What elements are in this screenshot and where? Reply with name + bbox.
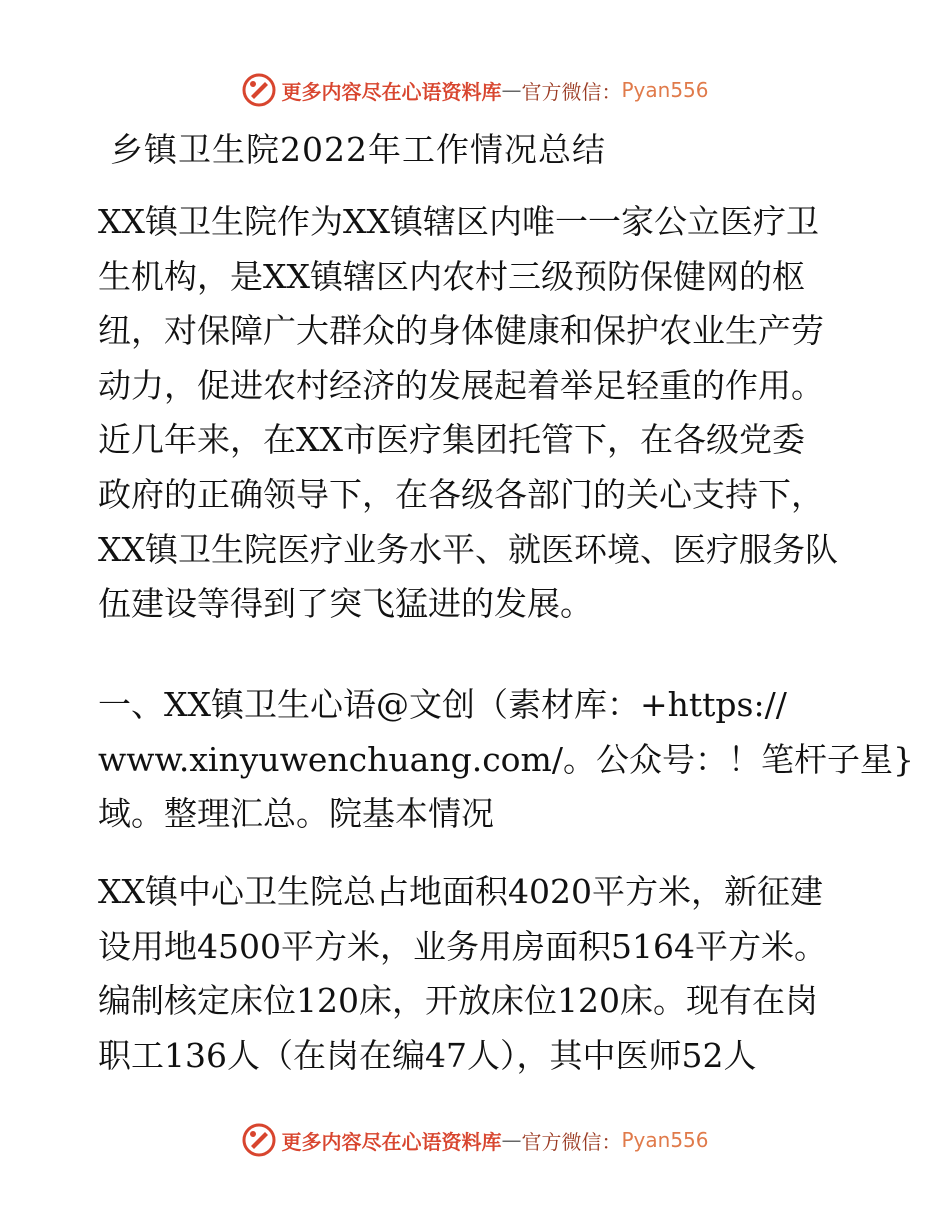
paragraph-intro (98, 195, 858, 632)
brand-logo-icon (241, 1122, 277, 1158)
paragraph-section-heading (98, 678, 914, 842)
banner-main-text: 更多内容尽在心语资料库 (281, 1129, 502, 1154)
banner-separator: — (501, 78, 522, 102)
banner-main-text: 更多内容尽在心语资料库 (281, 79, 502, 104)
brand-logo-icon (241, 72, 277, 108)
text-line: 编制核定床位120床，开放床位120床。现有在岗 (98, 981, 818, 1021)
text-line: 近几年来，在XX市医疗集团托管下，在各级党委 (98, 420, 805, 460)
text-line: 域。整理汇总。院基本情况 (98, 794, 494, 834)
text-line: 政府的正确领导下，在各级各部门的关心支持下， (98, 474, 824, 514)
text-line: 纽，对保障广大群众的身体健康和保护农业生产劳 (98, 311, 824, 351)
text-line: 伍建设等得到了突飞猛进的发展。 (98, 584, 593, 624)
banner-wechat-label: 官方微信： (521, 1129, 622, 1154)
text-line: www.xinyuwenchuang.com/。公众号：！笔杆子星} (98, 739, 914, 779)
text-line: 设用地4500平方米，业务用房面积5164平方米。 (98, 926, 827, 966)
banner-wechat-id: Pyan556 (621, 78, 709, 102)
text-line: 动力，促进农村经济的发展起着举足轻重的作用。 (98, 365, 824, 405)
footer-banner (0, 1120, 950, 1160)
banner-wechat-id: Pyan556 (621, 1128, 709, 1152)
banner-wechat-label: 官方微信： (521, 79, 622, 104)
banner-separator: — (501, 1128, 522, 1152)
text-line: XX镇卫生院医疗业务水平、就医环境、医疗服务队 (98, 529, 838, 569)
text-line: 一、XX镇卫生心语@文创（素材库：+https:// (98, 685, 787, 724)
text-line: 生机构，是XX镇辖区内农村三级预防保健网的枢 (98, 256, 805, 296)
document-title: 乡镇卫生院2022年工作情况总结 (110, 130, 606, 169)
text-line: XX镇卫生院作为XX镇辖区内唯一一家公立医疗卫 (98, 202, 819, 241)
text-line: 职工136人（在岗在编47人），其中医师52人 (98, 1035, 757, 1075)
header-banner (0, 70, 950, 110)
paragraph-basic-info (98, 865, 858, 1083)
text-line: XX镇中心卫生院总占地面积4020平方米，新征建 (98, 872, 823, 911)
